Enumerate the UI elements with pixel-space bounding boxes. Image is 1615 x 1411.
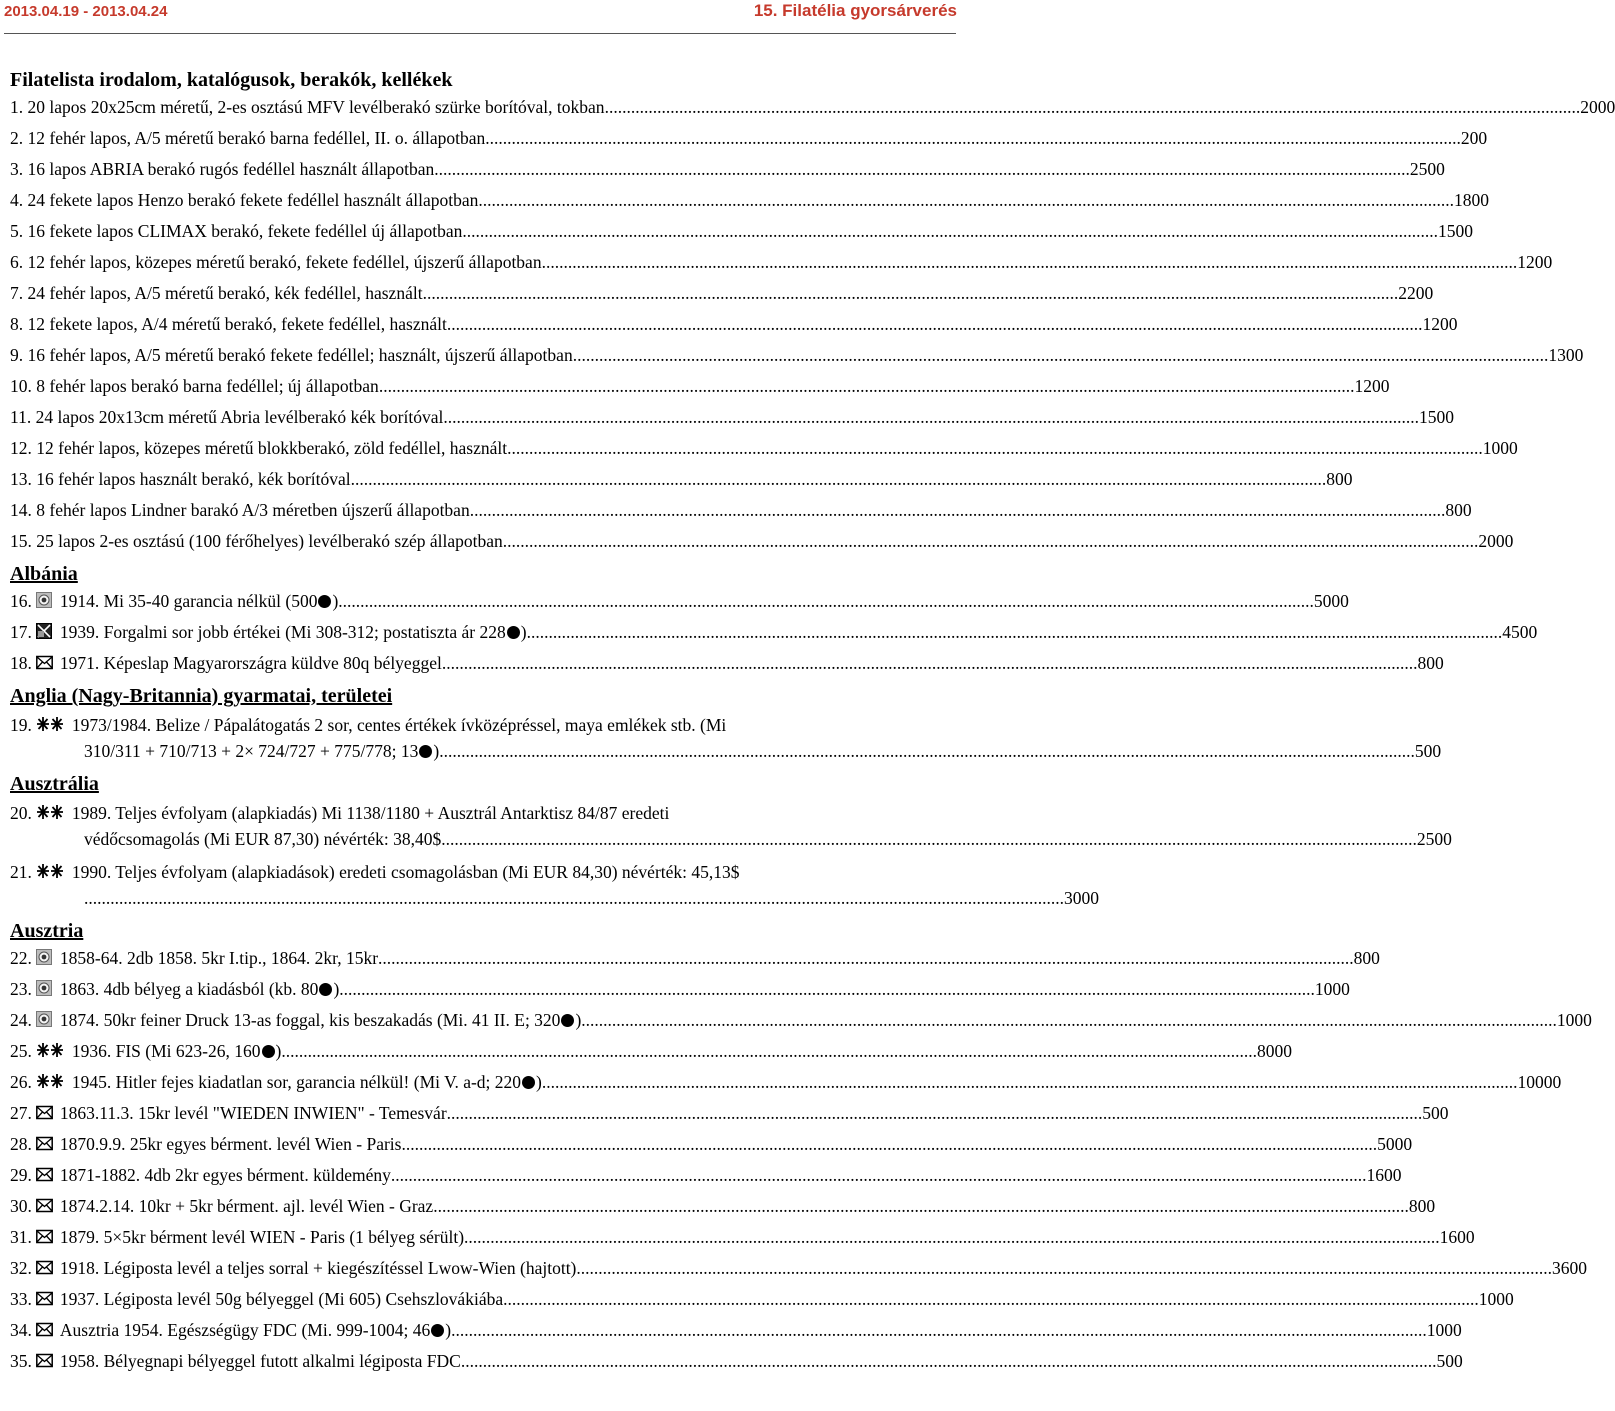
lot-item	[10, 974, 1350, 1005]
lot-item	[10, 278, 1434, 309]
lot-item	[10, 340, 1584, 371]
lot-price: 1300	[1548, 345, 1584, 365]
lot-price: 800	[1326, 469, 1353, 489]
lot-line	[10, 1346, 1463, 1377]
mint-stamp-icon	[36, 1068, 64, 1084]
used-stamp-icon	[36, 975, 52, 991]
envelope-icon	[36, 1316, 52, 1332]
lot-price: 1800	[1454, 190, 1490, 210]
lot-line	[10, 974, 1350, 1005]
lot-description-continued: védőcsomagolás (Mi EUR 87,30) névérték: 38,40$	[84, 829, 442, 849]
auction-title: 15. Filatélia gyorsárverés	[753, 1, 957, 20]
euro-symbol-icon	[561, 1014, 574, 1027]
lot-line	[10, 464, 1353, 495]
lot-number: 11.	[10, 407, 36, 427]
leader-dots	[461, 1346, 1437, 1377]
lot-description: 1874. 50kr feiner Druck 13-as foggal, kis beszakadás (Mi. 41 II. E; 320 )	[59, 1010, 582, 1030]
lot-description: 1914. Mi 35-40 garancia nélkül (500 )	[59, 591, 339, 611]
lot-description: 1870.9.9. 25kr egyes bérment. levél Wien - Paris	[59, 1134, 402, 1154]
lot-description: 1937. Légiposta levél 50g bélyeggel (Mi 605) Csehszlovákiába	[59, 1289, 504, 1309]
envelope-icon	[36, 1347, 52, 1363]
lot-description: 1936. FIS (Mi 623-26, 160 )	[71, 1041, 282, 1061]
lot-item	[10, 1253, 1588, 1284]
lot-description: 1874.2.14. 10kr + 5kr bérment. ajl. levél Wien - Graz	[59, 1196, 434, 1216]
lot-description: 1989. Teljes évfolyam (alapkiadás) Mi 1138/1180 + Ausztrál Antarktisz 84/87 eredeti	[71, 803, 670, 823]
lot-number: 34.	[10, 1320, 32, 1340]
lot-price: 1200	[1517, 252, 1553, 272]
lot-line	[10, 371, 1390, 402]
catalog-section	[10, 772, 1452, 914]
lot-number: 35.	[10, 1351, 32, 1371]
lot-description: 24 fehér lapos, A/5 méretű berakó, kék fedéllel, használt	[27, 283, 423, 303]
lot-price: 2000	[1478, 531, 1514, 551]
lot-number: 29.	[10, 1165, 32, 1185]
lot-line	[10, 216, 1474, 247]
lot-item	[10, 1222, 1475, 1253]
leader-dots	[338, 586, 1314, 617]
euro-symbol-icon	[419, 745, 432, 758]
lot-description: 16 fehér lapos használt berakó, kék borítóval	[36, 469, 351, 489]
lot-description: 1971. Képeslap Magyarországra küldve 80q bélyeggel	[59, 653, 442, 673]
lot-price: 5000	[1377, 1134, 1413, 1154]
euro-symbol-icon	[262, 1045, 275, 1058]
catalog-section	[10, 68, 1615, 557]
lot-price: 3600	[1552, 1258, 1588, 1278]
lot-item	[10, 796, 1452, 855]
lot-item	[10, 1067, 1562, 1098]
mint-stamp-icon	[36, 801, 64, 817]
used-stamp-icon	[36, 944, 52, 960]
lot-description: 8 fehér lapos Lindner barakó A/3 méretben újszerű állapotban	[36, 500, 470, 520]
lot-line	[10, 1284, 1514, 1315]
lot-price: 500	[1414, 741, 1442, 761]
envelope-icon	[36, 1130, 52, 1146]
lot-item	[10, 433, 1518, 464]
catalog-list	[10, 68, 1615, 1382]
lot-number: 4.	[10, 190, 28, 210]
lot-price: 1000	[1482, 438, 1518, 458]
lot-description: 1863.11.3. 15kr levél "WIEDEN INWIEN" - Temesvár	[59, 1103, 447, 1123]
leader-dots	[391, 1160, 1367, 1191]
leader-dots	[351, 464, 1327, 495]
lot-number: 24.	[10, 1010, 32, 1030]
lot-description: 16 fehér lapos, A/5 méretű berakó fekete fedéllel; használt, újszerű állapotban	[27, 345, 573, 365]
leader-dots	[442, 648, 1418, 679]
lot-line-continued	[10, 826, 1452, 855]
header-divider	[4, 33, 956, 34]
lot-price: 10000	[1517, 1072, 1562, 1092]
lot-item	[10, 1284, 1514, 1315]
lot-item	[10, 123, 1488, 154]
lot-item	[10, 92, 1615, 123]
used-stamp-icon	[36, 1006, 52, 1022]
lot-line	[10, 185, 1490, 216]
lot-description: 1858-64. 2db 1858. 5kr I.tip., 1864. 2kr, 15kr	[59, 948, 379, 968]
lot-description: 1918. Légiposta levél a teljes sorral + kiegészítéssel Lwow-Wien (hajtott)	[59, 1258, 577, 1278]
leader-dots	[339, 974, 1315, 1005]
leader-dots	[281, 1036, 1257, 1067]
lot-price: 3000	[1064, 888, 1099, 908]
lot-item	[10, 216, 1474, 247]
lot-description: 20 lapos 20x25cm méretű, 2-es osztású MFV levélberakó szürke borítóval, tokban	[27, 97, 605, 117]
lot-description: 12 fehér lapos, közepes méretű berakó, fekete fedéllel, újszerű állapotban	[27, 252, 542, 272]
envelope-icon	[36, 1099, 52, 1115]
lot-price: 800	[1408, 1196, 1436, 1216]
auction-dates: 2013.04.19 - 2013.04.24	[4, 3, 168, 20]
leader-dots	[379, 371, 1355, 402]
leader-dots	[542, 247, 1518, 278]
lot-item	[10, 185, 1490, 216]
lot-item	[10, 1346, 1463, 1377]
lot-line	[10, 278, 1434, 309]
lot-line	[10, 1160, 1402, 1191]
leader-dots	[88, 885, 1064, 912]
lot-price: 5000	[1313, 591, 1349, 611]
lot-item	[10, 247, 1553, 278]
lot-number: 32.	[10, 1258, 32, 1278]
leader-dots	[378, 943, 1354, 974]
leader-dots	[447, 1098, 1423, 1129]
lot-number: 23.	[10, 979, 32, 999]
leader-dots	[581, 1005, 1557, 1036]
lot-number: 18.	[10, 653, 32, 673]
euro-symbol-icon	[522, 1076, 535, 1089]
lot-description: 1879. 5×5kr bérment levél WIEN - Paris (1 bélyeg sérült)	[59, 1227, 465, 1247]
lot-description: 1945. Hitler fejes kiadatlan sor, garancia nélkül! (Mi V. a-d; 220 )	[71, 1072, 542, 1092]
lot-description: 12 fehér lapos, A/5 méretű berakó barna fedéllel, II. o. állapotban	[27, 128, 486, 148]
envelope-icon	[36, 1223, 52, 1239]
lot-price: 1000	[1478, 1289, 1514, 1309]
lot-line	[10, 1067, 1562, 1098]
lot-line	[10, 526, 1514, 557]
used-stamp-icon	[36, 587, 52, 603]
lot-line	[10, 154, 1445, 185]
lot-line	[10, 1222, 1475, 1253]
lot-item	[10, 648, 1444, 679]
lot-line	[10, 943, 1380, 974]
lot-line	[10, 1005, 1592, 1036]
lot-line	[10, 495, 1472, 526]
lot-line	[10, 648, 1444, 679]
lot-price: 8000	[1256, 1041, 1292, 1061]
lot-item	[10, 1005, 1592, 1036]
leader-dots	[573, 340, 1549, 371]
euro-symbol-icon	[507, 626, 520, 639]
leader-dots	[507, 433, 1483, 464]
catalog-section	[10, 919, 1592, 1377]
lot-description: 1990. Teljes évfolyam (alapkiadások) eredeti csomagolásban (Mi EUR 84,30) névérték: 45,13$	[71, 862, 740, 882]
lot-item	[10, 1160, 1402, 1191]
section-title: Ausztria	[10, 920, 84, 942]
lot-line	[10, 433, 1518, 464]
lot-number: 10.	[10, 376, 37, 396]
lot-number: 27.	[10, 1103, 32, 1123]
lot-line	[10, 855, 872, 885]
lot-price: 1000	[1556, 1010, 1592, 1030]
lot-item	[10, 708, 1442, 767]
lot-description-continued: .	[84, 888, 89, 908]
catalog-section	[10, 562, 1538, 679]
lot-price: 4500	[1502, 622, 1538, 642]
lot-price: 500	[1422, 1103, 1449, 1123]
lot-price: 1500	[1418, 407, 1454, 427]
lot-number: 20.	[10, 803, 32, 823]
lot-line-continued	[10, 885, 1099, 914]
envelope-icon	[36, 1192, 52, 1208]
lot-description: Ausztria 1954. Egészségügy FDC (Mi. 999-1004; 46 )	[59, 1320, 452, 1340]
leader-dots	[478, 185, 1454, 216]
lot-number: 25.	[10, 1041, 32, 1061]
leader-dots	[443, 402, 1419, 433]
lot-description: 1939. Forgalmi sor jobb értékei (Mi 308-312; postatiszta ár 228 )	[59, 622, 527, 642]
lot-description: 8 fehér lapos berakó barna fedéllel; új állapotban	[36, 376, 379, 396]
section-title: Anglia (Nagy-Britannia) gyarmatai, területei	[10, 685, 393, 707]
lot-number: 31.	[10, 1227, 32, 1247]
lot-line	[10, 402, 1454, 433]
lot-number: 6.	[10, 252, 28, 272]
lot-description: 1871-1882. 4db 2kr egyes bérment. küldemény	[59, 1165, 391, 1185]
lot-number: 3.	[10, 159, 28, 179]
lot-line	[10, 340, 1584, 371]
lot-line	[10, 586, 1349, 617]
leader-dots	[447, 309, 1423, 340]
lot-price: 2500	[1409, 159, 1445, 179]
lot-item	[10, 495, 1472, 526]
lot-item	[10, 943, 1380, 974]
lot-item	[10, 586, 1349, 617]
lot-description: 1958. Bélyegnapi bélyeggel futott alkalmi légiposta FDC	[59, 1351, 461, 1371]
lot-item	[10, 154, 1445, 185]
euro-symbol-icon	[431, 1324, 444, 1337]
lot-price: 1000	[1314, 979, 1350, 999]
lot-number: 2.	[10, 128, 28, 148]
page-header	[0, 0, 960, 34]
lot-number: 28.	[10, 1134, 32, 1154]
lot-price: 800	[1445, 500, 1472, 520]
catalog-section	[10, 684, 1442, 767]
lot-number: 30.	[10, 1196, 32, 1216]
lot-price: 1200	[1354, 376, 1390, 396]
lot-number: 17.	[10, 622, 32, 642]
lot-item	[10, 1036, 1292, 1067]
lot-item	[10, 1129, 1413, 1160]
leader-dots	[434, 154, 1410, 185]
lot-price: 2500	[1416, 829, 1452, 849]
lot-price: 1200	[1422, 314, 1458, 334]
lot-description: 1973/1984. Belize / Pápalátogatás 2 sor, centes értékek ívközépréssel, maya emlékek stb. (Mi	[71, 715, 727, 735]
leader-dots	[605, 92, 1581, 123]
lot-number: 7.	[10, 283, 28, 303]
lot-number: 12.	[10, 438, 37, 458]
lot-price: 800	[1417, 653, 1444, 673]
leader-dots	[441, 826, 1417, 853]
leader-dots	[433, 1191, 1409, 1222]
leader-dots	[464, 1222, 1440, 1253]
section-title: Ausztrália	[10, 773, 99, 795]
leader-dots	[401, 1129, 1377, 1160]
lot-item	[10, 309, 1458, 340]
lot-item	[10, 371, 1390, 402]
lot-line-continued	[10, 738, 1442, 767]
section-title: Albánia	[10, 563, 78, 585]
euro-symbol-icon	[318, 595, 331, 608]
lot-line	[10, 1191, 1436, 1222]
lot-number: 15.	[10, 531, 37, 551]
lot-item	[10, 855, 1099, 914]
lot-number: 19.	[10, 715, 32, 735]
lot-number: 8.	[10, 314, 28, 334]
lot-price: 500	[1436, 1351, 1463, 1371]
lot-description: 24 lapos 20x13cm méretű Abria levélberakó kék borítóval	[35, 407, 444, 427]
lot-description: 12 fehér lapos, közepes méretű blokkberakó, zöld fedéllel, használt	[36, 438, 508, 458]
leader-dots	[423, 278, 1399, 309]
lot-line	[10, 1253, 1588, 1284]
lot-price: 1500	[1438, 221, 1474, 241]
leader-dots	[503, 1284, 1479, 1315]
lot-line	[10, 123, 1488, 154]
lot-description: 25 lapos 2-es osztású (100 férőhelyes) levélberakó szép állapotban	[36, 531, 503, 551]
leader-dots	[462, 216, 1438, 247]
lot-price: 2000	[1580, 97, 1615, 117]
lot-number: 33.	[10, 1289, 32, 1309]
lot-line	[10, 309, 1458, 340]
lot-number: 22.	[10, 948, 32, 968]
lot-item	[10, 1191, 1436, 1222]
lot-line	[10, 708, 872, 738]
mint-stamp-icon	[36, 1037, 64, 1053]
mint-stamp-icon	[36, 713, 64, 729]
mint-stamp-icon	[36, 860, 64, 876]
lot-line	[10, 92, 1615, 123]
lot-number: 5.	[10, 221, 28, 241]
leader-dots	[576, 1253, 1552, 1284]
lot-number: 21.	[10, 862, 32, 882]
lot-price: 2200	[1398, 283, 1434, 303]
leader-dots	[503, 526, 1479, 557]
lot-line	[10, 1036, 1292, 1067]
envelope-icon	[36, 649, 52, 665]
envelope-icon	[36, 1254, 52, 1270]
lot-price: 1600	[1366, 1165, 1402, 1185]
lot-description: 16 fekete lapos CLIMAX berakó, fekete fedéllel új állapotban	[27, 221, 463, 241]
lot-line	[10, 1129, 1413, 1160]
envelope-icon	[36, 1161, 52, 1177]
lot-number: 13.	[10, 469, 37, 489]
lot-price: 800	[1353, 948, 1380, 968]
lot-item	[10, 402, 1454, 433]
euro-symbol-icon	[319, 983, 332, 996]
lot-item	[10, 1315, 1462, 1346]
lot-line	[10, 1098, 1449, 1129]
lot-number: 16.	[10, 591, 32, 611]
lot-description: 12 fekete lapos, A/4 méretű berakó, fekete fedéllel, használt	[27, 314, 447, 334]
lot-description: 24 fekete lapos Henzo berakó fekete fedéllel használt állapotban	[27, 190, 479, 210]
lot-line	[10, 247, 1553, 278]
lot-line	[10, 617, 1538, 648]
leader-dots	[527, 617, 1503, 648]
lot-number: 14.	[10, 500, 37, 520]
lot-number: 1.	[10, 97, 28, 117]
lot-description: 16 lapos ABRIA berakó rugós fedéllel használt állapotban	[27, 159, 435, 179]
section-title: Filatelista irodalom, katalógusok, berakók, kellékek	[10, 69, 453, 91]
leader-dots	[542, 1067, 1518, 1098]
leader-dots	[439, 738, 1415, 765]
leader-dots	[470, 495, 1446, 526]
lot-price: 1000	[1426, 1320, 1462, 1340]
lot-description: 1863. 4db bélyeg a kiadásból (kb. 80 )	[59, 979, 340, 999]
lot-item	[10, 464, 1353, 495]
lot-number: 9.	[10, 345, 28, 365]
mixed-stamp-icon	[36, 618, 52, 634]
lot-line	[10, 796, 872, 826]
lot-item	[10, 617, 1538, 648]
lot-price: 200	[1460, 128, 1488, 148]
lot-item	[10, 1098, 1449, 1129]
lot-item	[10, 526, 1514, 557]
lot-line	[10, 1315, 1462, 1346]
lot-number: 26.	[10, 1072, 32, 1092]
leader-dots	[485, 123, 1461, 154]
leader-dots	[451, 1315, 1427, 1346]
envelope-icon	[36, 1285, 52, 1301]
lot-description-continued: 310/311 + 710/713 + 2× 724/727 + 775/778; 13 )	[84, 741, 440, 761]
lot-price: 1600	[1439, 1227, 1475, 1247]
